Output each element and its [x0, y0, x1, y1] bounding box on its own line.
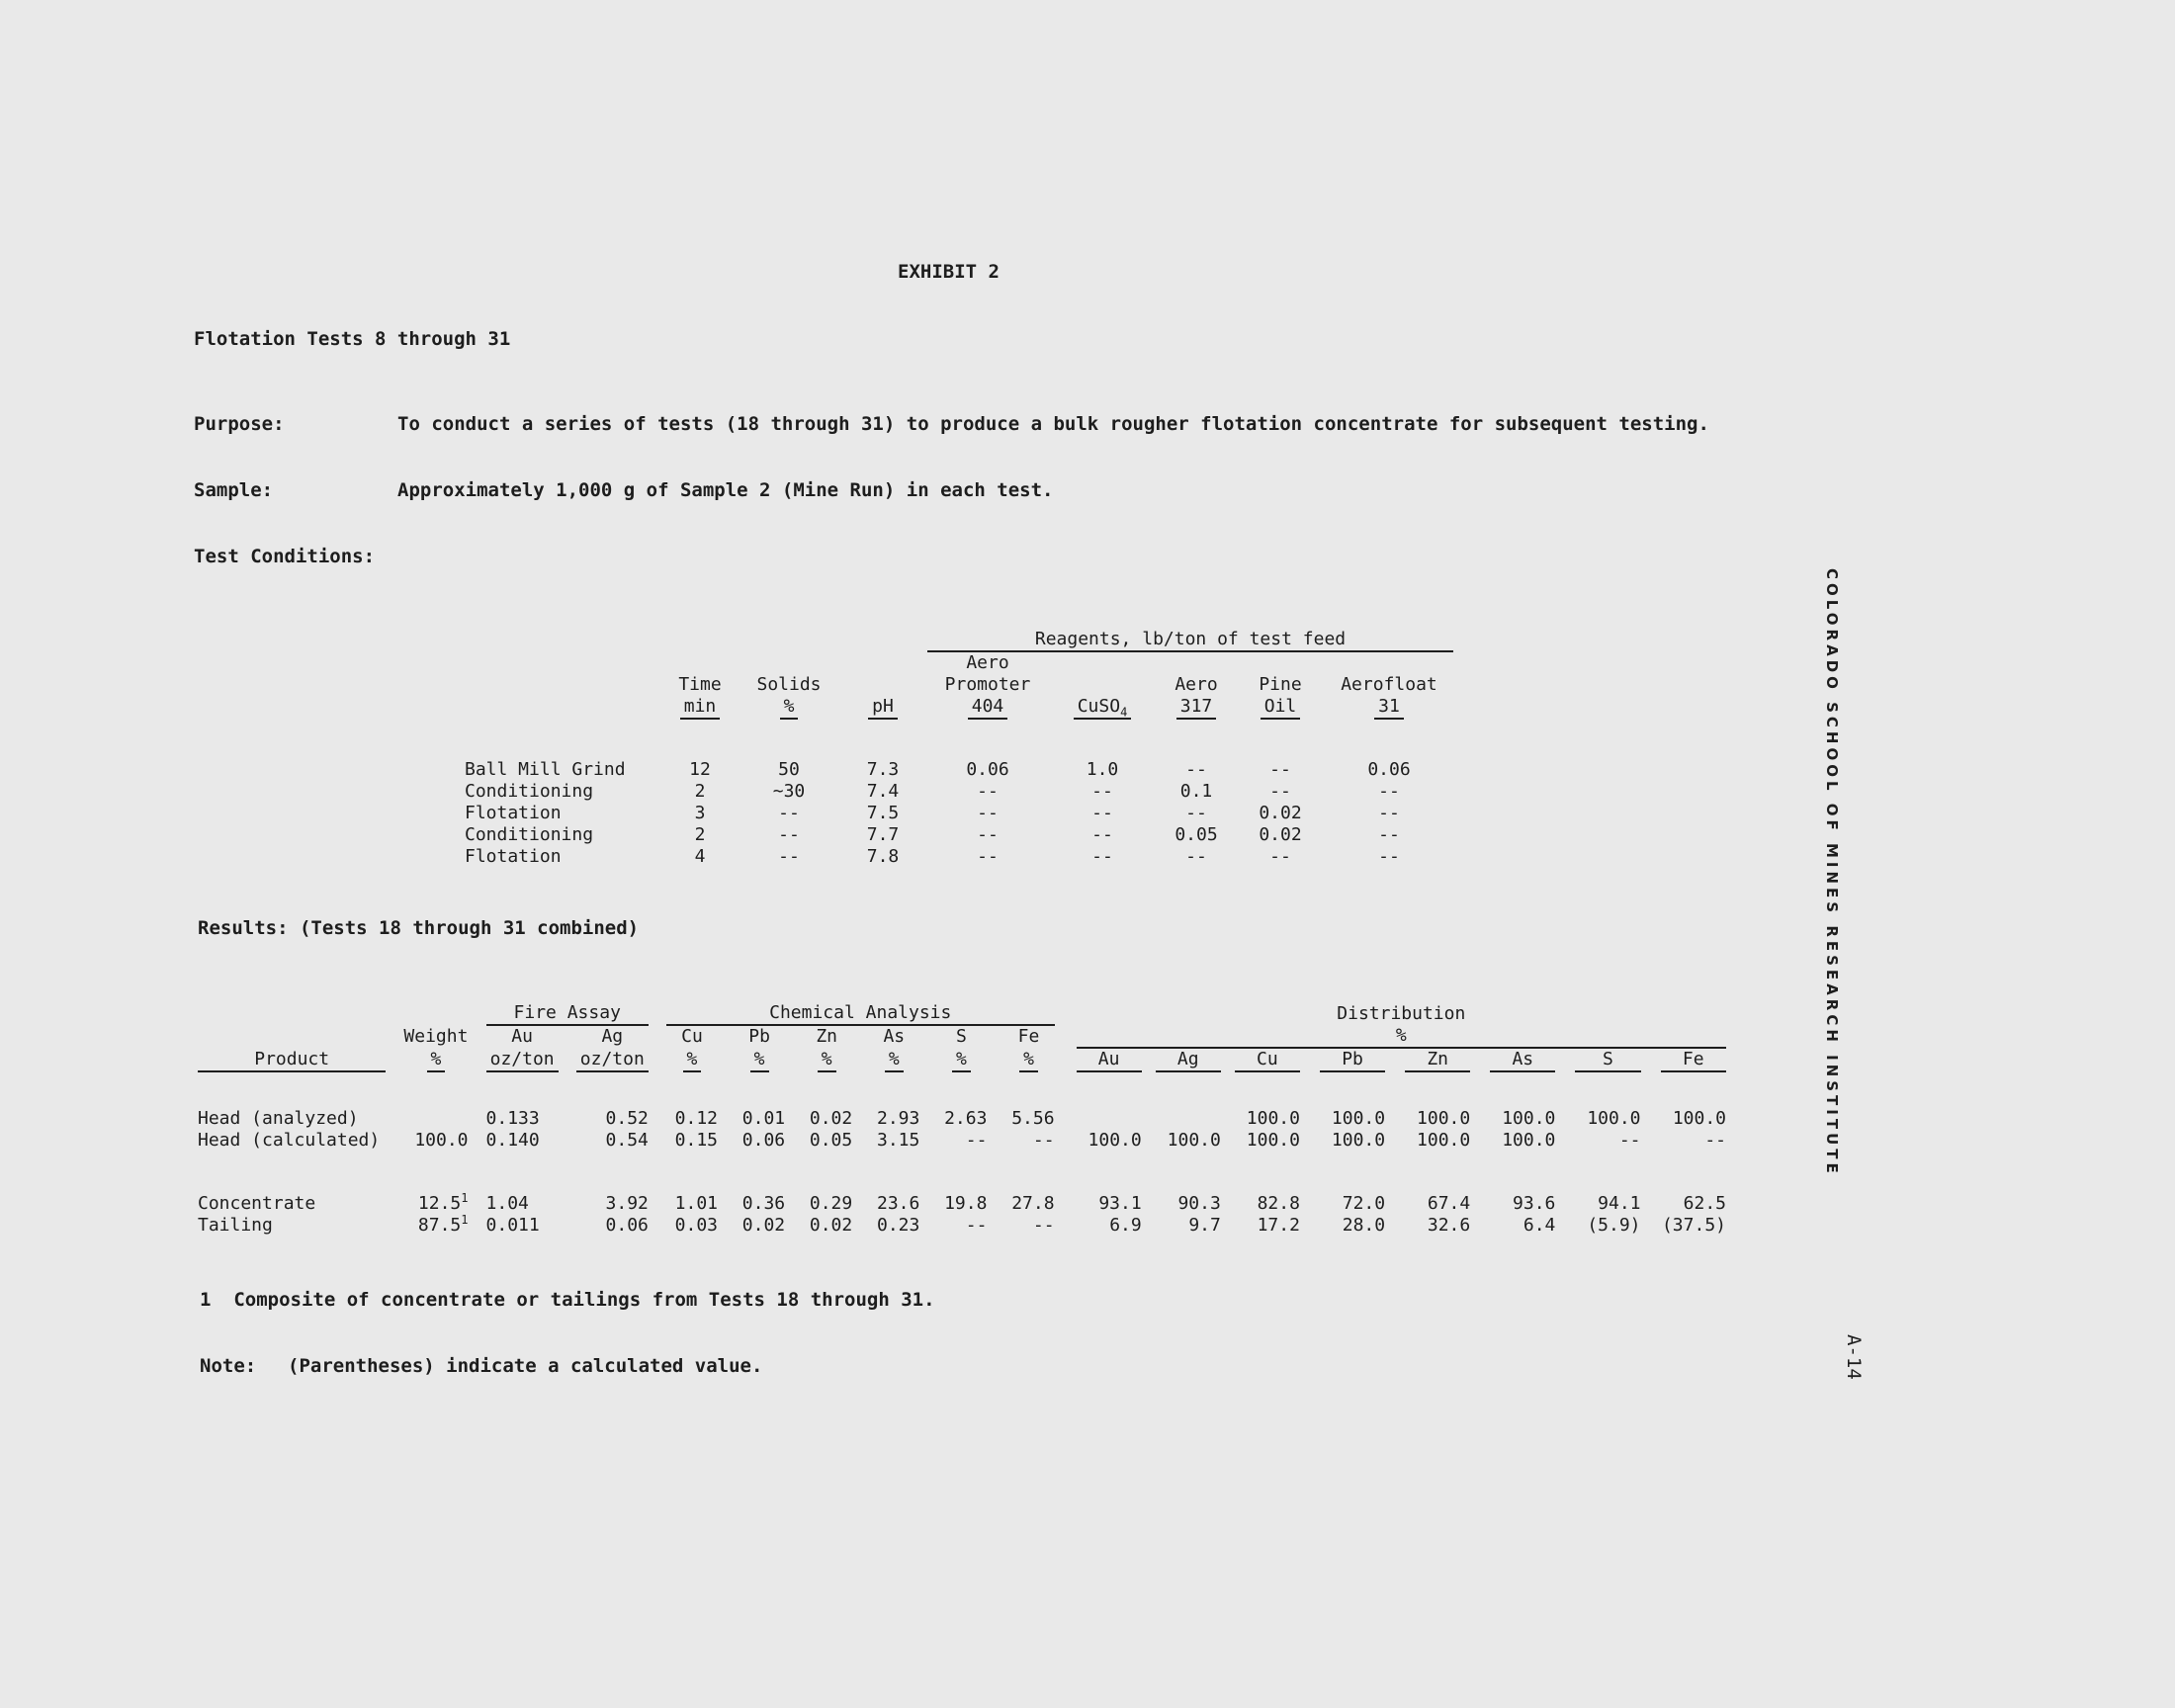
condition-cell-pine: -- — [1269, 846, 1291, 867]
condition-cell-a404: -- — [977, 824, 999, 845]
condition-cell-af31: -- — [1378, 824, 1400, 845]
aero317-header-line2: 317 — [1176, 696, 1217, 720]
results-cell-cu: 0.15 — [674, 1130, 719, 1151]
condition-row — [465, 781, 1453, 803]
results-cell-d-s: -- — [1618, 1130, 1641, 1151]
aero404-header-line1: Aero — [966, 652, 1009, 673]
condition-cell-step: Ball Mill Grind — [465, 759, 626, 780]
condition-row — [465, 759, 1453, 781]
results-cell-au: 0.133 — [485, 1108, 540, 1129]
condition-cell-a404: -- — [977, 781, 999, 802]
results-cell-d-fe: 100.0 — [1672, 1108, 1726, 1129]
dist-as-header: As — [1490, 1049, 1555, 1072]
aero317-header-line1: Aero — [1174, 674, 1218, 695]
condition-cell-step: Flotation — [465, 803, 562, 823]
results-cell-zn: 0.02 — [809, 1108, 853, 1129]
condition-cell-solids: -- — [778, 803, 800, 823]
aerofloat-header-line2: 31 — [1374, 696, 1404, 720]
condition-cell-ph: 7.7 — [866, 824, 900, 845]
results-cell-d-au — [1077, 1108, 1142, 1130]
au-header-line1: Au — [511, 1026, 533, 1047]
results-cell-zn: 0.02 — [809, 1215, 853, 1236]
results-cell-d-s: 94.1 — [1598, 1193, 1641, 1214]
results-cell-weight: 12.5$^1$ — [417, 1191, 469, 1214]
results-cell-pb: 0.01 — [741, 1108, 786, 1129]
results-cell-s: 19.8 — [944, 1193, 988, 1214]
results-cell-zn: 0.05 — [809, 1130, 853, 1151]
weight-header-line2: % — [427, 1049, 446, 1072]
condition-cell-solids: ~30 — [772, 781, 806, 802]
results-cell-d-cu: 17.2 — [1257, 1215, 1300, 1236]
results-cell-au: 1.04 — [485, 1193, 529, 1214]
condition-cell-cuso4: -- — [1091, 803, 1113, 823]
pine-header-line1: Pine — [1259, 674, 1302, 695]
cuso4-header: CuSO$_4$ — [1074, 696, 1132, 720]
dist-fe-header: Fe — [1661, 1049, 1726, 1072]
ag-header-line1: Ag — [601, 1026, 624, 1047]
results-cell-ag: 0.52 — [605, 1108, 649, 1129]
results-cell-d-cu: 100.0 — [1246, 1130, 1300, 1151]
cu-header-line1: Cu — [681, 1026, 703, 1047]
results-body-products — [198, 1193, 1726, 1237]
fire-assay-group-header: Fire Assay — [486, 1002, 649, 1025]
results-cell-ag: 3.92 — [605, 1193, 649, 1214]
results-row — [198, 1108, 1726, 1130]
results-cell-weight: 87.5$^1$ — [417, 1213, 469, 1236]
results-cell-d-au: 6.9 — [1109, 1215, 1142, 1236]
results-body-head — [198, 1108, 1726, 1152]
condition-cell-af31: -- — [1378, 846, 1400, 867]
results-cell-product: Concentrate — [198, 1193, 316, 1214]
purpose-text: To conduct a series of tests (18 through 31) to produce a bulk rougher flotation concentrate for subsequent testing. — [397, 413, 1709, 435]
results-cell-d-as: 6.4 — [1522, 1215, 1556, 1236]
aero404-header-line3: 404 — [968, 696, 1008, 720]
condition-cell-a404: -- — [977, 803, 999, 823]
purpose-label: Purpose: — [194, 413, 285, 435]
dist-cu-header: Cu — [1235, 1049, 1300, 1072]
results-cell-d-ag: 100.0 — [1167, 1130, 1221, 1151]
product-header: Product — [198, 1049, 386, 1072]
note-label: Note: — [200, 1355, 257, 1377]
condition-cell-ph: 7.5 — [866, 803, 900, 823]
condition-row — [465, 846, 1453, 868]
results-cell-d-zn: 32.6 — [1427, 1215, 1471, 1236]
sample-text: Approximately 1,000 g of Sample 2 (Mine Run) in each test. — [397, 479, 1054, 501]
test-conditions-body — [465, 759, 1453, 868]
results-cell-weight — [403, 1108, 468, 1130]
dist-pb-header: Pb — [1320, 1049, 1385, 1072]
results-cell-product: Head (calculated) — [198, 1130, 381, 1151]
results-cell-cu: 0.03 — [674, 1215, 719, 1236]
condition-cell-af31: -- — [1378, 781, 1400, 802]
weight-header-line1: Weight — [403, 1025, 469, 1047]
condition-cell-a317: 0.1 — [1179, 781, 1213, 802]
condition-cell-a317: -- — [1185, 803, 1207, 823]
results-cell-au: 0.011 — [485, 1215, 540, 1236]
s-header-line1: S — [955, 1026, 967, 1047]
results-cell-pb: 0.36 — [741, 1193, 786, 1214]
ag-header-line2: oz/ton — [576, 1049, 649, 1072]
condition-cell-time: 4 — [694, 846, 706, 867]
cu-header-line2: % — [683, 1049, 702, 1072]
footnote — [200, 1289, 935, 1311]
results-data-table — [198, 1002, 1726, 1237]
solids-header-line2: % — [780, 696, 799, 720]
results-cell-d-au: 100.0 — [1088, 1130, 1142, 1151]
results-cell-cu: 1.01 — [674, 1193, 719, 1214]
condition-row — [465, 803, 1453, 824]
footnote-mark: 1 — [200, 1289, 212, 1311]
results-cell-s: -- — [965, 1215, 988, 1236]
condition-cell-solids: 50 — [778, 759, 800, 780]
aero404-header-line2: Promoter — [944, 674, 1031, 695]
condition-cell-time: 2 — [694, 824, 706, 845]
results-cell-pb: 0.06 — [741, 1130, 786, 1151]
results-cell-d-as: 100.0 — [1502, 1130, 1556, 1151]
condition-cell-step: Flotation — [465, 846, 562, 867]
results-cell-d-ag: 90.3 — [1177, 1193, 1221, 1214]
results-row — [198, 1193, 1726, 1215]
results-cell-d-pb: 28.0 — [1342, 1215, 1386, 1236]
results-cell-d-ag: 9.7 — [1188, 1215, 1221, 1236]
condition-cell-pine: 0.02 — [1259, 824, 1302, 845]
results-cell-d-fe: 62.5 — [1683, 1193, 1726, 1214]
condition-cell-step: Conditioning — [465, 824, 594, 845]
condition-cell-step: Conditioning — [465, 781, 594, 802]
results-row — [198, 1215, 1726, 1237]
test-conditions-table — [465, 629, 1453, 868]
condition-cell-a317: -- — [1185, 846, 1207, 867]
condition-cell-af31: 0.06 — [1367, 759, 1411, 780]
results-cell-fe: 27.8 — [1011, 1193, 1055, 1214]
as-header-line1: As — [883, 1026, 906, 1047]
fe-header-line1: Fe — [1017, 1026, 1040, 1047]
au-header-line2: oz/ton — [486, 1049, 559, 1072]
results-cell-d-zn: 100.0 — [1417, 1130, 1471, 1151]
condition-cell-ph: 7.8 — [866, 846, 900, 867]
results-cell-fe: -- — [1032, 1215, 1055, 1236]
condition-cell-ph: 7.4 — [866, 781, 900, 802]
results-cell-product: Tailing — [198, 1215, 273, 1236]
results-cell-weight: 100.0 — [414, 1130, 469, 1151]
results-cell-s: 2.63 — [944, 1108, 988, 1129]
results-cell-cu: 0.12 — [674, 1108, 719, 1129]
results-cell-ag: 0.06 — [605, 1215, 649, 1236]
results-cell-s: -- — [965, 1130, 988, 1151]
institute-side-label: COLORADO SCHOOL OF MINES RESEARCH INSTITUTE — [1823, 568, 1841, 1177]
dist-s-header: S — [1575, 1049, 1640, 1072]
time-header-line1: Time — [678, 674, 722, 695]
results-row — [198, 1130, 1726, 1152]
results-cell-as: 23.6 — [876, 1193, 920, 1214]
exhibit-title: EXHIBIT 2 — [898, 261, 1000, 283]
results-cell-as: 2.93 — [876, 1108, 920, 1129]
s-header-line2: % — [952, 1049, 971, 1072]
results-cell-product: Head (analyzed) — [198, 1108, 359, 1129]
results-cell-fe: 5.56 — [1011, 1108, 1055, 1129]
document-subtitle: Flotation Tests 8 through 31 — [194, 328, 511, 350]
condition-cell-pine: 0.02 — [1259, 803, 1302, 823]
results-cell-d-fe: -- — [1704, 1130, 1726, 1151]
condition-cell-a404: -- — [977, 846, 999, 867]
zn-header-line1: Zn — [816, 1026, 838, 1047]
results-cell-d-as: 100.0 — [1502, 1108, 1556, 1129]
results-cell-d-s: (5.9) — [1587, 1215, 1641, 1236]
footnote-text: Composite of concentrate or tailings from Tests 18 through 31. — [233, 1289, 935, 1311]
reagents-group-header: Reagents, lb/ton of test feed — [927, 629, 1453, 651]
results-cell-d-s: 100.0 — [1587, 1108, 1641, 1129]
results-cell-d-zn: 67.4 — [1427, 1193, 1471, 1214]
results-cell-d-as: 93.6 — [1513, 1193, 1556, 1214]
test-conditions-label: Test Conditions: — [194, 546, 376, 567]
condition-cell-af31: -- — [1378, 803, 1400, 823]
dist-ag-header: Ag — [1156, 1049, 1221, 1072]
dist-au-header: Au — [1077, 1049, 1142, 1072]
condition-cell-cuso4: 1.0 — [1086, 759, 1119, 780]
condition-cell-cuso4: -- — [1091, 824, 1113, 845]
results-cell-d-pb: 100.0 — [1331, 1108, 1386, 1129]
pb-header-line1: Pb — [748, 1026, 770, 1047]
condition-cell-time: 2 — [694, 781, 706, 802]
condition-cell-solids: -- — [778, 824, 800, 845]
pb-header-line2: % — [750, 1049, 769, 1072]
results-cell-as: 3.15 — [876, 1130, 920, 1151]
condition-cell-a317: -- — [1185, 759, 1207, 780]
results-cell-d-pb: 100.0 — [1331, 1130, 1386, 1151]
fe-header-line2: % — [1019, 1049, 1038, 1072]
solids-header-line1: Solids — [756, 674, 822, 695]
condition-cell-cuso4: -- — [1091, 781, 1113, 802]
results-cell-zn: 0.29 — [809, 1193, 853, 1214]
pine-header-line2: Oil — [1261, 696, 1301, 720]
results-label: Results: (Tests 18 through 31 combined) — [198, 917, 640, 939]
results-cell-d-zn: 100.0 — [1417, 1108, 1471, 1129]
results-cell-au: 0.140 — [485, 1130, 540, 1151]
chemical-analysis-group-header: Chemical Analysis — [666, 1002, 1055, 1025]
condition-cell-pine: -- — [1269, 759, 1291, 780]
results-cell-ag: 0.54 — [605, 1130, 649, 1151]
results-cell-d-ag — [1156, 1108, 1221, 1130]
distribution-percent-header: % — [1077, 1025, 1726, 1048]
zn-header-line2: % — [818, 1049, 836, 1072]
time-header-line2: min — [680, 696, 721, 720]
results-cell-d-au: 93.1 — [1098, 1193, 1142, 1214]
as-header-line2: % — [885, 1049, 904, 1072]
condition-cell-solids: -- — [778, 846, 800, 867]
condition-cell-time: 3 — [694, 803, 706, 823]
ph-header: pH — [868, 696, 898, 720]
sample-label: Sample: — [194, 479, 274, 501]
results-cell-d-fe: (37.5) — [1661, 1215, 1726, 1236]
results-cell-as: 0.23 — [876, 1215, 920, 1236]
results-cell-d-cu: 82.8 — [1257, 1193, 1300, 1214]
results-cell-d-cu: 100.0 — [1246, 1108, 1300, 1129]
condition-cell-a317: 0.05 — [1174, 824, 1218, 845]
page-number: A-14 — [1843, 1334, 1865, 1380]
note-text: (Parentheses) indicate a calculated value. — [288, 1355, 763, 1377]
results-cell-fe: -- — [1032, 1130, 1055, 1151]
condition-cell-a404: 0.06 — [966, 759, 1009, 780]
aerofloat-header-line1: Aerofloat — [1341, 674, 1437, 695]
condition-cell-pine: -- — [1269, 781, 1291, 802]
results-cell-pb: 0.02 — [741, 1215, 786, 1236]
dist-zn-header: Zn — [1405, 1049, 1470, 1072]
distribution-group-header: Distribution — [1337, 1002, 1466, 1024]
condition-cell-ph: 7.3 — [866, 759, 900, 780]
results-cell-d-pb: 72.0 — [1342, 1193, 1386, 1214]
condition-cell-cuso4: -- — [1091, 846, 1113, 867]
condition-row — [465, 824, 1453, 846]
condition-cell-time: 12 — [689, 759, 711, 780]
